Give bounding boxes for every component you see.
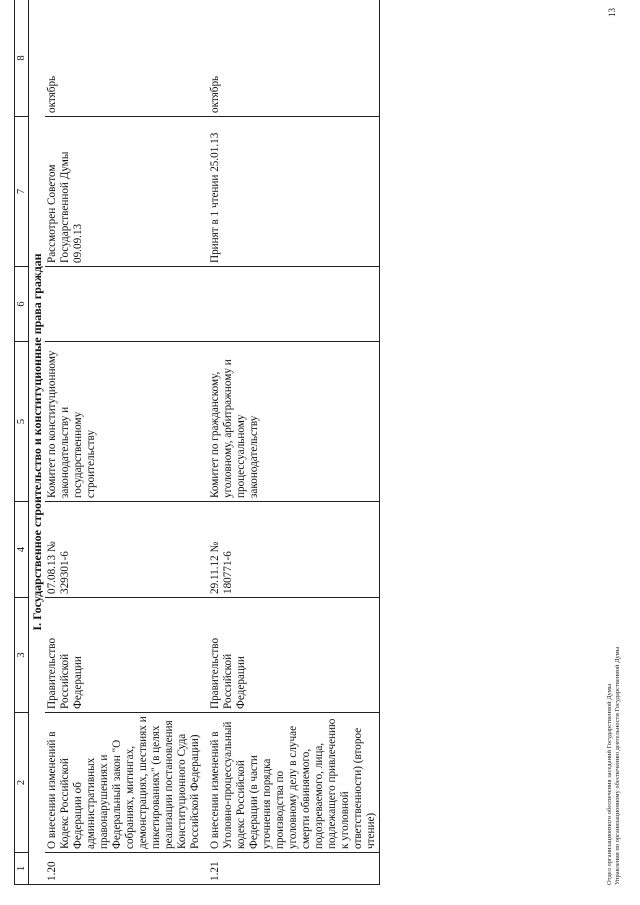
column-6-cell [45, 267, 203, 342]
responsible-committee: Комитет по гражданскому, уголовному, арбитражному и процессуальному законодательству [203, 342, 380, 502]
bill-author: Правительство Российской Федерации [45, 598, 203, 713]
column-number: 1 [15, 853, 29, 885]
footer-line-2: Управления по организационному обеспечению деятельности Государственной Думы [614, 646, 621, 885]
column-number: 5 [15, 342, 29, 502]
page-number: 13 [607, 8, 617, 17]
planned-month: октябрь [203, 0, 380, 117]
bill-status: Рассмотрен Советом Государственной Думы 09.09.13 [45, 117, 203, 267]
table-row [45, 0, 203, 885]
bill-registration: 07.08.13 № 329301-6 [45, 502, 203, 598]
section-row [29, 0, 46, 885]
row-number: 1.21 [203, 853, 380, 885]
responsible-committee: Комитет по конституционному законодательству и государственному строительству [45, 342, 203, 502]
bills-table [14, 0, 380, 885]
table-row [203, 0, 380, 885]
bill-title: О внесении изменений в Кодекс Российской Федерации об административных правонарушениях и Федеральный закон "О собраниях, митингах, демонстрациях, шествиях и пикетированиях" (в целях реализации постановления Конституционного Суда Российской Федерации) [45, 713, 203, 853]
column-number: 6 [15, 267, 29, 342]
row-number: 1.20 [45, 853, 203, 885]
footer-line-1: Отдел организационного обеспечения заседаний Государственной Думы [606, 683, 613, 885]
bill-author: Правительство Российской Федерации [203, 598, 380, 713]
column-6-cell [203, 267, 380, 342]
section-title: I. Государственное строительство и конституционные права граждан [29, 0, 46, 885]
bill-registration: 29.11.12 № 180771-6 [203, 502, 380, 598]
column-number: 7 [15, 117, 29, 267]
planned-month: октябрь [45, 0, 203, 117]
column-number: 2 [15, 713, 29, 853]
bill-status: Принят в 1 чтении 25.01.13 [203, 117, 380, 267]
bill-title: О внесении изменений в Уголовно-процессуальный кодекс Российской Федерации (в части уточнения порядка производства по уголовному делу в случае смерти обвиняемого, подозреваемого, лица, подлежащего привлечению к уголовной ответственности) (второе чтение) [203, 713, 380, 853]
column-number-row [15, 0, 29, 885]
column-number: 3 [15, 598, 29, 713]
column-number: 4 [15, 502, 29, 598]
column-number: 8 [15, 0, 29, 117]
